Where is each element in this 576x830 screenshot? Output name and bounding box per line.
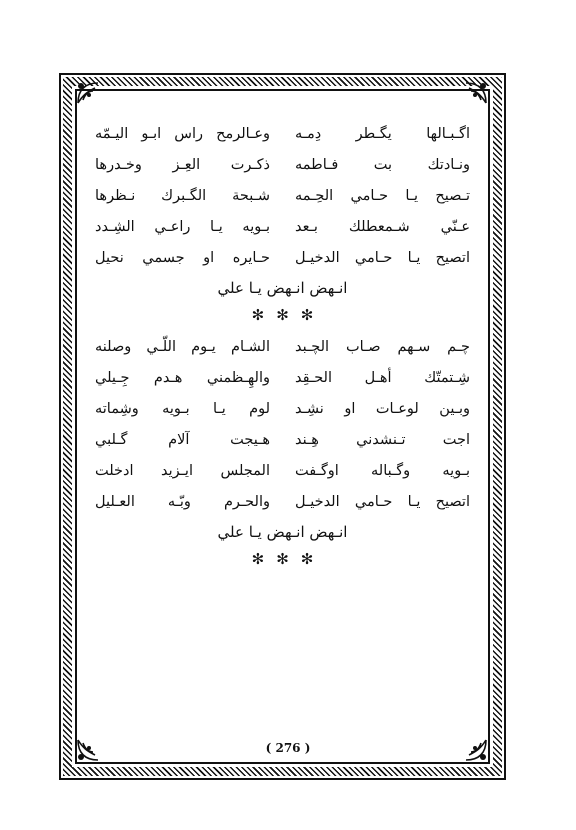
verse-line xyxy=(95,393,470,424)
poem-section xyxy=(95,331,470,575)
corner-ornament-icon xyxy=(463,80,489,106)
verse-second-hemistich: ونـادتك بت فـاطمه xyxy=(295,156,470,173)
section-divider-stars: ✻✻✻ xyxy=(251,550,326,568)
refrain-line: انـهض انـهض يـا علي xyxy=(217,523,348,541)
section-divider-stars: ✻✻✻ xyxy=(251,306,326,324)
verse-line xyxy=(95,486,470,517)
verse-first-hemistich: شـبحة الگـبرك نـظرها xyxy=(95,187,270,204)
verse-second-hemistich: اتصيح يـا حـامي الدخيـل xyxy=(295,493,470,510)
verse-line xyxy=(95,180,470,211)
verse-second-hemistich: بـويه وگـباله اوگـفت xyxy=(295,462,470,479)
verse-second-hemistich: اگـبـالها يگـطر دِمـه xyxy=(295,125,470,142)
verse-line xyxy=(95,149,470,180)
verse-line xyxy=(95,331,470,362)
verse-second-hemistich: شِـتمتّك أهـل الحـقِد xyxy=(295,369,470,386)
verse-line xyxy=(95,118,470,149)
refrain-line: انـهض انـهض يـا علي xyxy=(217,279,348,297)
poem-body xyxy=(95,118,470,575)
verse-first-hemistich: والهِـظمني هـدم جِـيلي xyxy=(95,369,270,386)
page-number: ( 276 ) xyxy=(265,741,311,755)
verse-second-hemistich: وبـين لوعـات او نشِـد xyxy=(295,400,470,417)
verse-first-hemistich: المجلس ايـزيد ادخلت xyxy=(95,462,270,479)
verse-line xyxy=(95,455,470,486)
corner-ornament-icon xyxy=(75,80,101,106)
verse-first-hemistich: ذكـرت العِـز وخـدرها xyxy=(95,156,270,173)
verse-second-hemistich: عـنّي شـمعطلك بـعد xyxy=(295,218,470,235)
verse-first-hemistich: وعـالرمح راس ابـو اليـمّه xyxy=(95,125,270,142)
verse-first-hemistich: حـايره او جسمي نحيل xyxy=(95,249,270,266)
poem-section xyxy=(95,118,470,331)
verse-second-hemistich: تـصيح يـا حـامي الحِـمه xyxy=(295,187,470,204)
verse-second-hemistich: اجت تـنشدني هِـند xyxy=(295,431,470,448)
verse-first-hemistich: بـويه يـا راعـي الشِـدد xyxy=(95,218,270,235)
verse-first-hemistich: لوم يـا بـويه وشِماته xyxy=(95,400,270,417)
verse-line xyxy=(95,211,470,242)
verse-first-hemistich: الشـام يـوم اللّـي وصلنه xyxy=(95,338,270,355)
verse-first-hemistich: هـيجت آلام گـلبي xyxy=(95,431,270,448)
verse-line xyxy=(95,424,470,455)
verse-second-hemistich: اتصيح يـا حـامي الدخيـل xyxy=(295,249,470,266)
verse-line xyxy=(95,362,470,393)
verse-line xyxy=(95,242,470,273)
verse-second-hemistich: چـم سـهم صـاب الچـبد xyxy=(295,338,470,355)
verse-first-hemistich: والحـرم وبّـه العـليل xyxy=(95,493,270,510)
